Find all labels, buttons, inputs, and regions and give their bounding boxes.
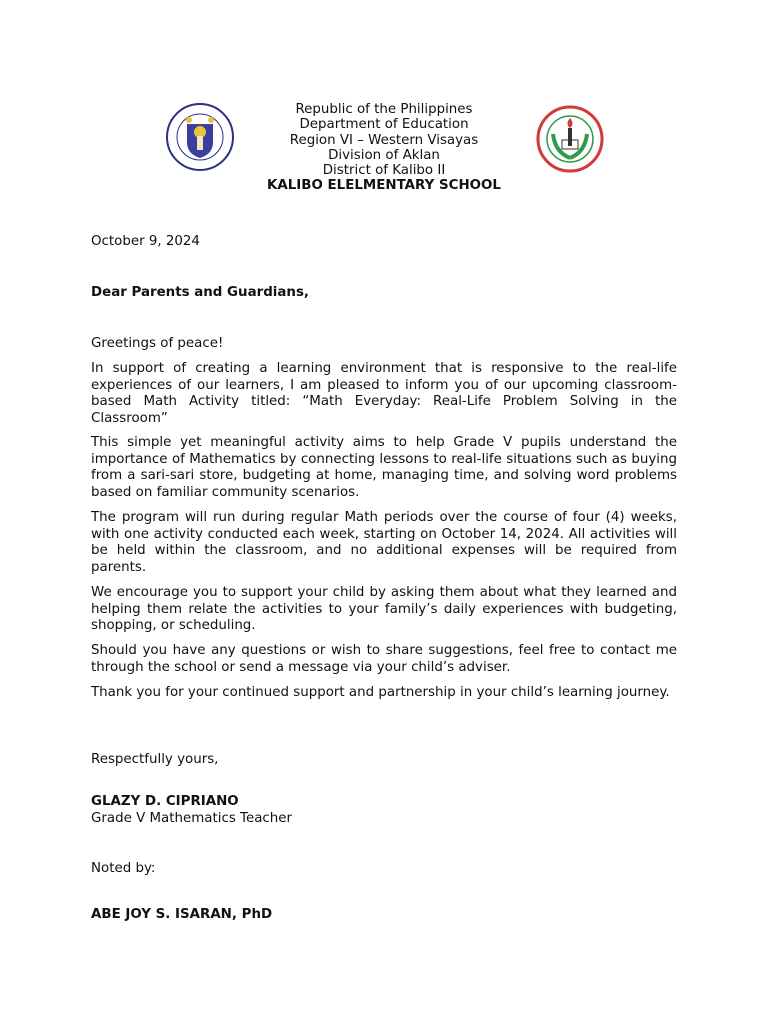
signatory-name: GLAZY D. CIPRIANO bbox=[91, 794, 239, 809]
body-paragraph: This simple yet meaningful activity aims to help Grade V pupils understand the importance of Mathematics by connecting lessons to real-life situations such as buying from a sari-sari store, budgeting at home, managing time, and solving word problems based on familiar community scenarios. bbox=[91, 435, 677, 500]
letter-date: October 9, 2024 bbox=[91, 234, 200, 249]
body-paragraph: In support of creating a learning environment that is responsive to the real-life experiences of our learners, I am pleased to inform you of our upcoming classroom-based Math Activity titled: “Math Everyday: Real-Life Problem Solving in the Classroom” bbox=[91, 361, 677, 426]
body-paragraph: Should you have any questions or wish to share suggestions, feel free to contact me through the school or send a message via your child’s adviser. bbox=[91, 643, 677, 675]
letterhead-line: Republic of the Philippines bbox=[295, 102, 473, 117]
school-seal-logo bbox=[535, 104, 605, 174]
body-paragraph: The program will run during regular Math periods over the course of four (4) weeks, with one activity conducted each week, starting on October 14, 2024. All activities will be held within the classroom, and no additional expenses will be required from parents. bbox=[91, 510, 677, 575]
greeting: Greetings of peace! bbox=[91, 336, 224, 351]
letterhead bbox=[200, 102, 568, 194]
letterhead-line: Region VI – Western Visayas bbox=[289, 132, 479, 148]
body-paragraph: We encourage you to support your child by asking them about what they learned and helping them relate the activities to your family’s daily experiences with budgeting, shopping, or scheduling. bbox=[91, 585, 677, 633]
letterhead-line: Department of Education bbox=[299, 117, 469, 133]
noted-by-label: Noted by: bbox=[91, 861, 156, 876]
salutation: Dear Parents and Guardians, bbox=[91, 285, 310, 300]
letterhead-line: District of Kalibo II bbox=[322, 163, 446, 179]
body-paragraph: Thank you for your continued support and partnership in your child’s learning journey. bbox=[91, 685, 670, 700]
signatory-title: Grade V Mathematics Teacher bbox=[91, 811, 292, 826]
closing: Respectfully yours, bbox=[91, 752, 219, 767]
noter-name: ABE JOY S. ISARAN, PhD bbox=[91, 907, 273, 922]
school-name: KALIBO ELELMENTARY SCHOOL bbox=[267, 178, 501, 194]
letterhead-line: Division of Aklan bbox=[328, 147, 440, 163]
